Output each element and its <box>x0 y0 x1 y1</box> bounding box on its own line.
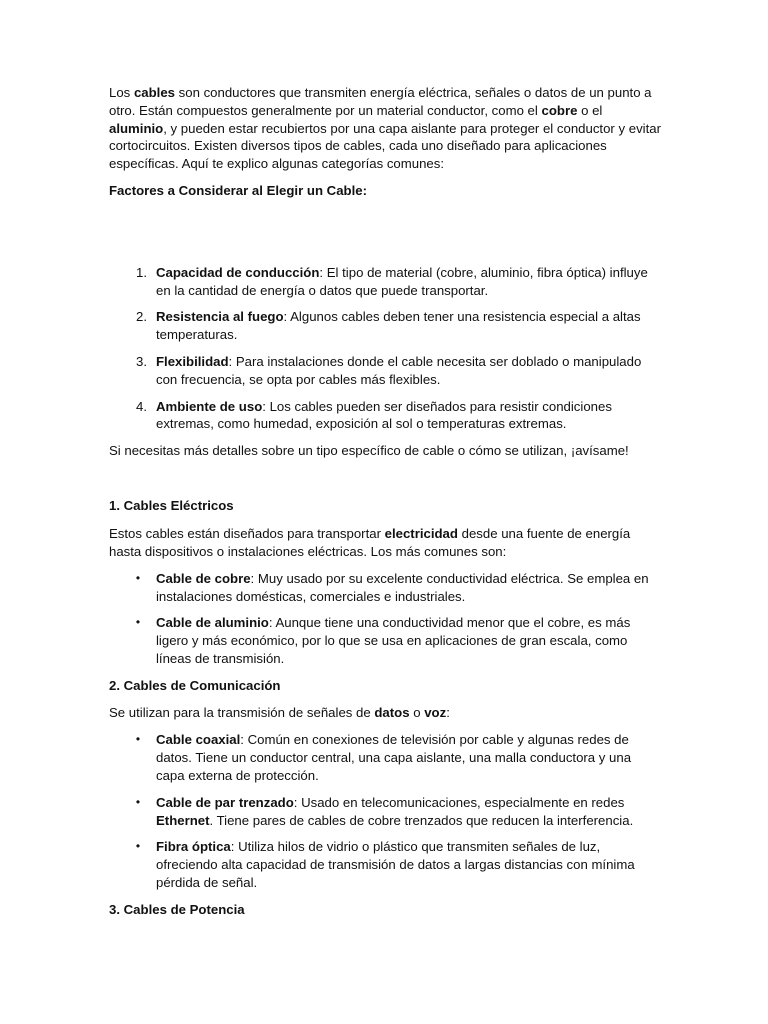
bullet-item <box>109 731 661 784</box>
bold-term: Cable de aluminio <box>156 615 269 631</box>
text-run: , y pueden estar recubiertos por una capa aislante para proteger el conductor y evitar cortocircuitos. Existen diversos tipos de cables, cada uno diseñado para aplicaciones específicas. Aquí te explico algunas categorías comunes: <box>109 120 661 172</box>
factor-item <box>109 308 661 344</box>
document-body <box>109 84 661 928</box>
text-run: o <box>409 705 425 721</box>
intro-paragraph <box>109 84 661 173</box>
bullet-icon: • <box>135 794 141 809</box>
factor-text <box>156 309 641 342</box>
bullet-icon: • <box>135 732 141 747</box>
text-run: : Aunque tiene una conductividad menor que el cobre, es más ligero y más económico, por lo que se usa en aplicaciones de gran escala, como líneas de transmisión. <box>156 615 631 667</box>
text-run: : Algunos cables deben tener una resistencia especial a altas temperaturas. <box>156 309 641 343</box>
text-run: : Los cables pueden ser diseñados para resistir condiciones extremas, como humedad, exposición al sol o temperaturas extremas. <box>156 398 612 432</box>
blank-space <box>109 200 661 264</box>
section-heading-power: 3. Cables de Potencia <box>109 901 245 917</box>
section-description <box>109 525 661 561</box>
list-number: 4. <box>136 398 147 414</box>
bold-term: Flexibilidad <box>156 353 229 369</box>
bold-term: cobre <box>541 102 578 118</box>
bold-term: Cable de par trenzado <box>156 794 294 810</box>
factor-item <box>109 353 661 389</box>
text-run: : El tipo de material (cobre, aluminio, fibra óptica) influye en la cantidad de energía o datos que puede transportar. <box>156 264 648 298</box>
bullet-list <box>109 731 661 891</box>
bullet-item <box>109 794 661 830</box>
text-run: : Para instalaciones donde el cable necesita ser doblado o manipulado con frecuencia, se opta por cables más flexibles. <box>156 353 642 387</box>
factor-text <box>156 354 641 387</box>
bold-term: datos <box>374 705 410 721</box>
bold-term: electricidad <box>384 525 458 541</box>
text-run: desde una fuente de energía hasta dispositivos o instalaciones eléctricas. Los más comunes son: <box>109 525 631 559</box>
bold-term: cables <box>133 85 175 100</box>
bullet-icon: • <box>135 839 141 854</box>
factor-item <box>109 264 661 300</box>
bullet-text <box>156 615 630 666</box>
bold-term: Fibra óptica <box>156 839 231 855</box>
bullet-icon: • <box>135 570 141 585</box>
text-run: : Común en conexiones de televisión por cable y algunas redes de datos. Tiene un conductor central, una capa aislante, una malla conductora y una capa externa de protección. <box>156 732 632 784</box>
list-number: 3. <box>136 353 147 369</box>
bold-term: Ethernet <box>156 812 210 828</box>
factor-item <box>109 398 661 434</box>
section-description <box>109 704 661 722</box>
bullet-text <box>156 571 649 604</box>
bold-term: Ambiente de uso <box>156 398 263 414</box>
bullet-item <box>109 838 661 891</box>
bullet-text <box>156 839 635 890</box>
bullet-icon: • <box>135 615 141 630</box>
section-heading-electric: 1. Cables Eléctricos <box>109 498 234 514</box>
bold-term: Cable coaxial <box>156 732 241 748</box>
text-run: Los <box>109 85 134 100</box>
section-heading-communication: 2. Cables de Comunicación <box>109 677 281 693</box>
bold-term: Capacidad de conducción <box>156 264 320 280</box>
bold-term: aluminio <box>109 120 164 136</box>
blank-space <box>109 469 661 497</box>
text-run: : <box>446 705 450 721</box>
text-run: o el <box>577 102 603 118</box>
factors-list <box>109 264 661 433</box>
factors-heading: Factores a Considerar al Elegir un Cable: <box>109 182 367 198</box>
text-run: Estos cables están diseñados para transportar <box>109 525 385 541</box>
bullet-list <box>109 570 661 668</box>
list-number: 2. <box>136 309 147 325</box>
text-run: : Usado en telecomunicaciones, especialmente en redes <box>293 794 625 810</box>
text-run: . Tiene pares de cables de cobre trenzados que reducen la interferencia. <box>209 812 634 828</box>
bullet-text <box>156 795 633 828</box>
bullet-text <box>156 732 631 783</box>
factor-text <box>156 399 612 432</box>
bullet-item <box>109 614 661 667</box>
text-run: son conductores que transmiten energía eléctrica, señales o datos de un punto a otro. Están compuestos generalmente por un material conductor, como el <box>109 85 652 118</box>
bold-term: Resistencia al fuego <box>156 309 284 325</box>
help-note: Si necesitas más detalles sobre un tipo específico de cable o cómo se utilizan, ¡avísame! <box>109 443 629 459</box>
text-run: : Muy usado por su excelente conductividad eléctrica. Se emplea en instalaciones domésticas, comerciales e industriales. <box>156 570 649 604</box>
text-run: Se utilizan para la transmisión de señales de <box>109 705 375 721</box>
bold-term: voz <box>424 705 447 721</box>
bold-term: Cable de cobre <box>156 570 251 586</box>
bullet-item <box>109 570 661 606</box>
factor-text <box>156 265 648 298</box>
text-run: : Utiliza hilos de vidrio o plástico que transmiten señales de luz, ofreciendo alta capacidad de transmisión de datos a largas distancias con mínima pérdida de señal. <box>156 839 635 890</box>
list-number: 1. <box>136 264 147 280</box>
